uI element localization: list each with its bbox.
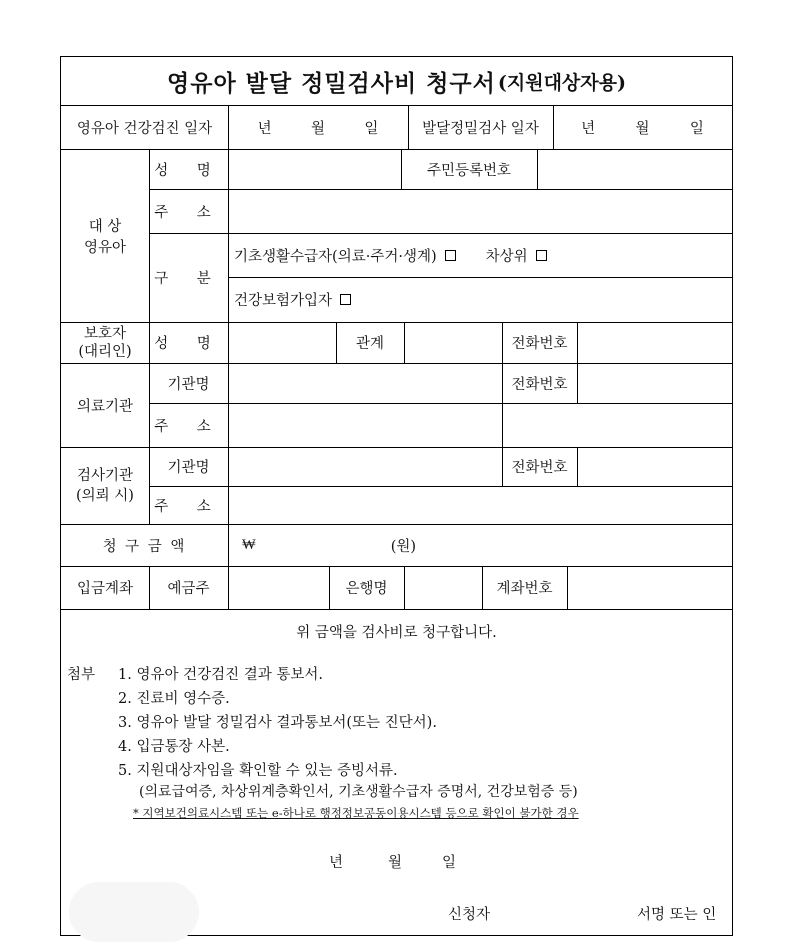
basic-checkbox[interactable] (445, 250, 456, 261)
attachment-notice: * 지역보건의료시스템 또는 e-하나로 행정정보공동이용시스템 등으로 확인이 불가한 경우 (133, 806, 579, 820)
exam-org-field[interactable] (228, 447, 502, 486)
subject-label-2: 영유아 (83, 239, 127, 256)
precision-date-label: 발달정밀검사 일자 (422, 120, 539, 137)
holder-field[interactable] (228, 566, 329, 609)
guardian-label (61, 322, 149, 363)
relation-field[interactable] (404, 322, 502, 363)
guardian-phone-label: 전화번호 (511, 336, 568, 352)
bank-label: 은행명 (345, 581, 388, 597)
category-row-1 (228, 233, 732, 277)
claim-label: 청 구 금 액 (102, 538, 187, 555)
sign-day: 일 (442, 855, 457, 871)
claim-amount-field[interactable] (236, 524, 738, 566)
rrn-label: 주민등록번호 (426, 162, 512, 179)
sign-label[interactable]: 서명 또는 인 (637, 907, 717, 923)
category-row-2 (228, 277, 732, 322)
bank-field[interactable] (404, 566, 482, 609)
category-label: 구 분 (154, 271, 223, 287)
checkup-date-label: 영유아 건강검진 일자 (76, 120, 213, 137)
claim-statement: 위 금액을 검사비로 청구합니다. (296, 625, 497, 641)
account-number-label: 계좌번호 (496, 581, 553, 597)
day-label: 일 (364, 120, 379, 137)
sign-year: 년 (329, 855, 344, 871)
year-label: 년 (581, 120, 596, 137)
rule (228, 524, 229, 566)
title-sub: (지원대상자용) (497, 71, 626, 94)
currency-symbol: ₩ (242, 536, 256, 553)
subject-label-1: 대 상 (88, 218, 122, 235)
subject-address-field[interactable] (228, 189, 732, 233)
attachment-item: 2. 진료비 영수증. (118, 691, 230, 707)
medical-phone-field[interactable] (577, 363, 732, 403)
checkup-date-field[interactable] (228, 105, 408, 149)
attachment-item: 5. 지원대상자임을 확인할 수 있는 증빙서류. (118, 763, 398, 779)
rule (61, 609, 732, 610)
guardian-name-label: 성 명 (154, 336, 223, 352)
attachment-item: 4. 입금통장 사본. (118, 739, 230, 755)
year-label: 년 (257, 120, 272, 137)
rrn-field[interactable] (537, 149, 732, 189)
medical-phone-label: 전화번호 (511, 376, 568, 393)
precision-date-field[interactable] (553, 105, 732, 149)
subject-name-label: 성 명 (154, 162, 223, 179)
redacted-area (69, 882, 199, 942)
medical-address-field[interactable] (228, 403, 732, 447)
medical-org-label: 기관명 (167, 376, 210, 393)
exam-phone-field[interactable] (577, 447, 732, 486)
month-label: 월 (310, 120, 325, 137)
opt-insured-label: 건강보험가입자 (234, 293, 333, 309)
guardian-label-1: 보호자 (83, 325, 127, 342)
medical-label: 의료기관 (76, 398, 134, 415)
medical-address-label: 주 소 (154, 418, 223, 435)
subject-name-field[interactable] (228, 149, 401, 189)
attachments-label: 첨부 (67, 667, 96, 683)
near-poverty-checkbox[interactable] (536, 250, 547, 261)
exam-phone-label: 전화번호 (511, 460, 568, 476)
opt-near-label: 차상위 (485, 248, 528, 265)
exam-address-label: 주 소 (154, 498, 223, 515)
exam-label (61, 447, 149, 524)
exam-org-label: 기관명 (167, 460, 210, 476)
subject-group-label (61, 149, 149, 322)
claim-form (60, 56, 733, 936)
attachment-item-detail: (의료급여증, 차상위계층확인서, 기초생활수급자 증명서, 건강보험증 등) (139, 784, 578, 800)
exam-label-2: (의뢰 시) (76, 487, 134, 504)
guardian-name-field[interactable] (228, 322, 336, 363)
claim-unit: (원) (390, 538, 417, 555)
attachment-item: 1. 영유아 건강검진 결과 통보서. (118, 667, 323, 683)
holder-label: 예금주 (167, 581, 210, 597)
exam-label-1: 검사기관 (76, 467, 134, 484)
sign-month: 월 (388, 855, 403, 871)
subject-address-label: 주 소 (154, 204, 223, 221)
account-number-field[interactable] (567, 566, 732, 609)
applicant-label: 신청자 (448, 907, 491, 923)
day-label: 일 (689, 120, 704, 137)
attachment-item: 3. 영유아 발달 정밀검사 결과통보서(또는 진단서). (118, 715, 437, 731)
month-label: 월 (635, 120, 650, 137)
account-label: 입금계좌 (76, 581, 134, 597)
title-main: 영유아 발달 정밀검사비 청구서 (167, 69, 496, 97)
relation-label: 관계 (355, 336, 384, 352)
guardian-phone-field[interactable] (577, 322, 732, 363)
insured-checkbox[interactable] (340, 294, 351, 305)
form-title (61, 57, 732, 106)
medical-org-field[interactable] (228, 363, 502, 403)
exam-address-field[interactable] (228, 486, 732, 524)
guardian-label-2: (대리인) (78, 343, 132, 360)
opt-basic-label: 기초생활수급자(의료·주거·생계) (234, 248, 437, 265)
